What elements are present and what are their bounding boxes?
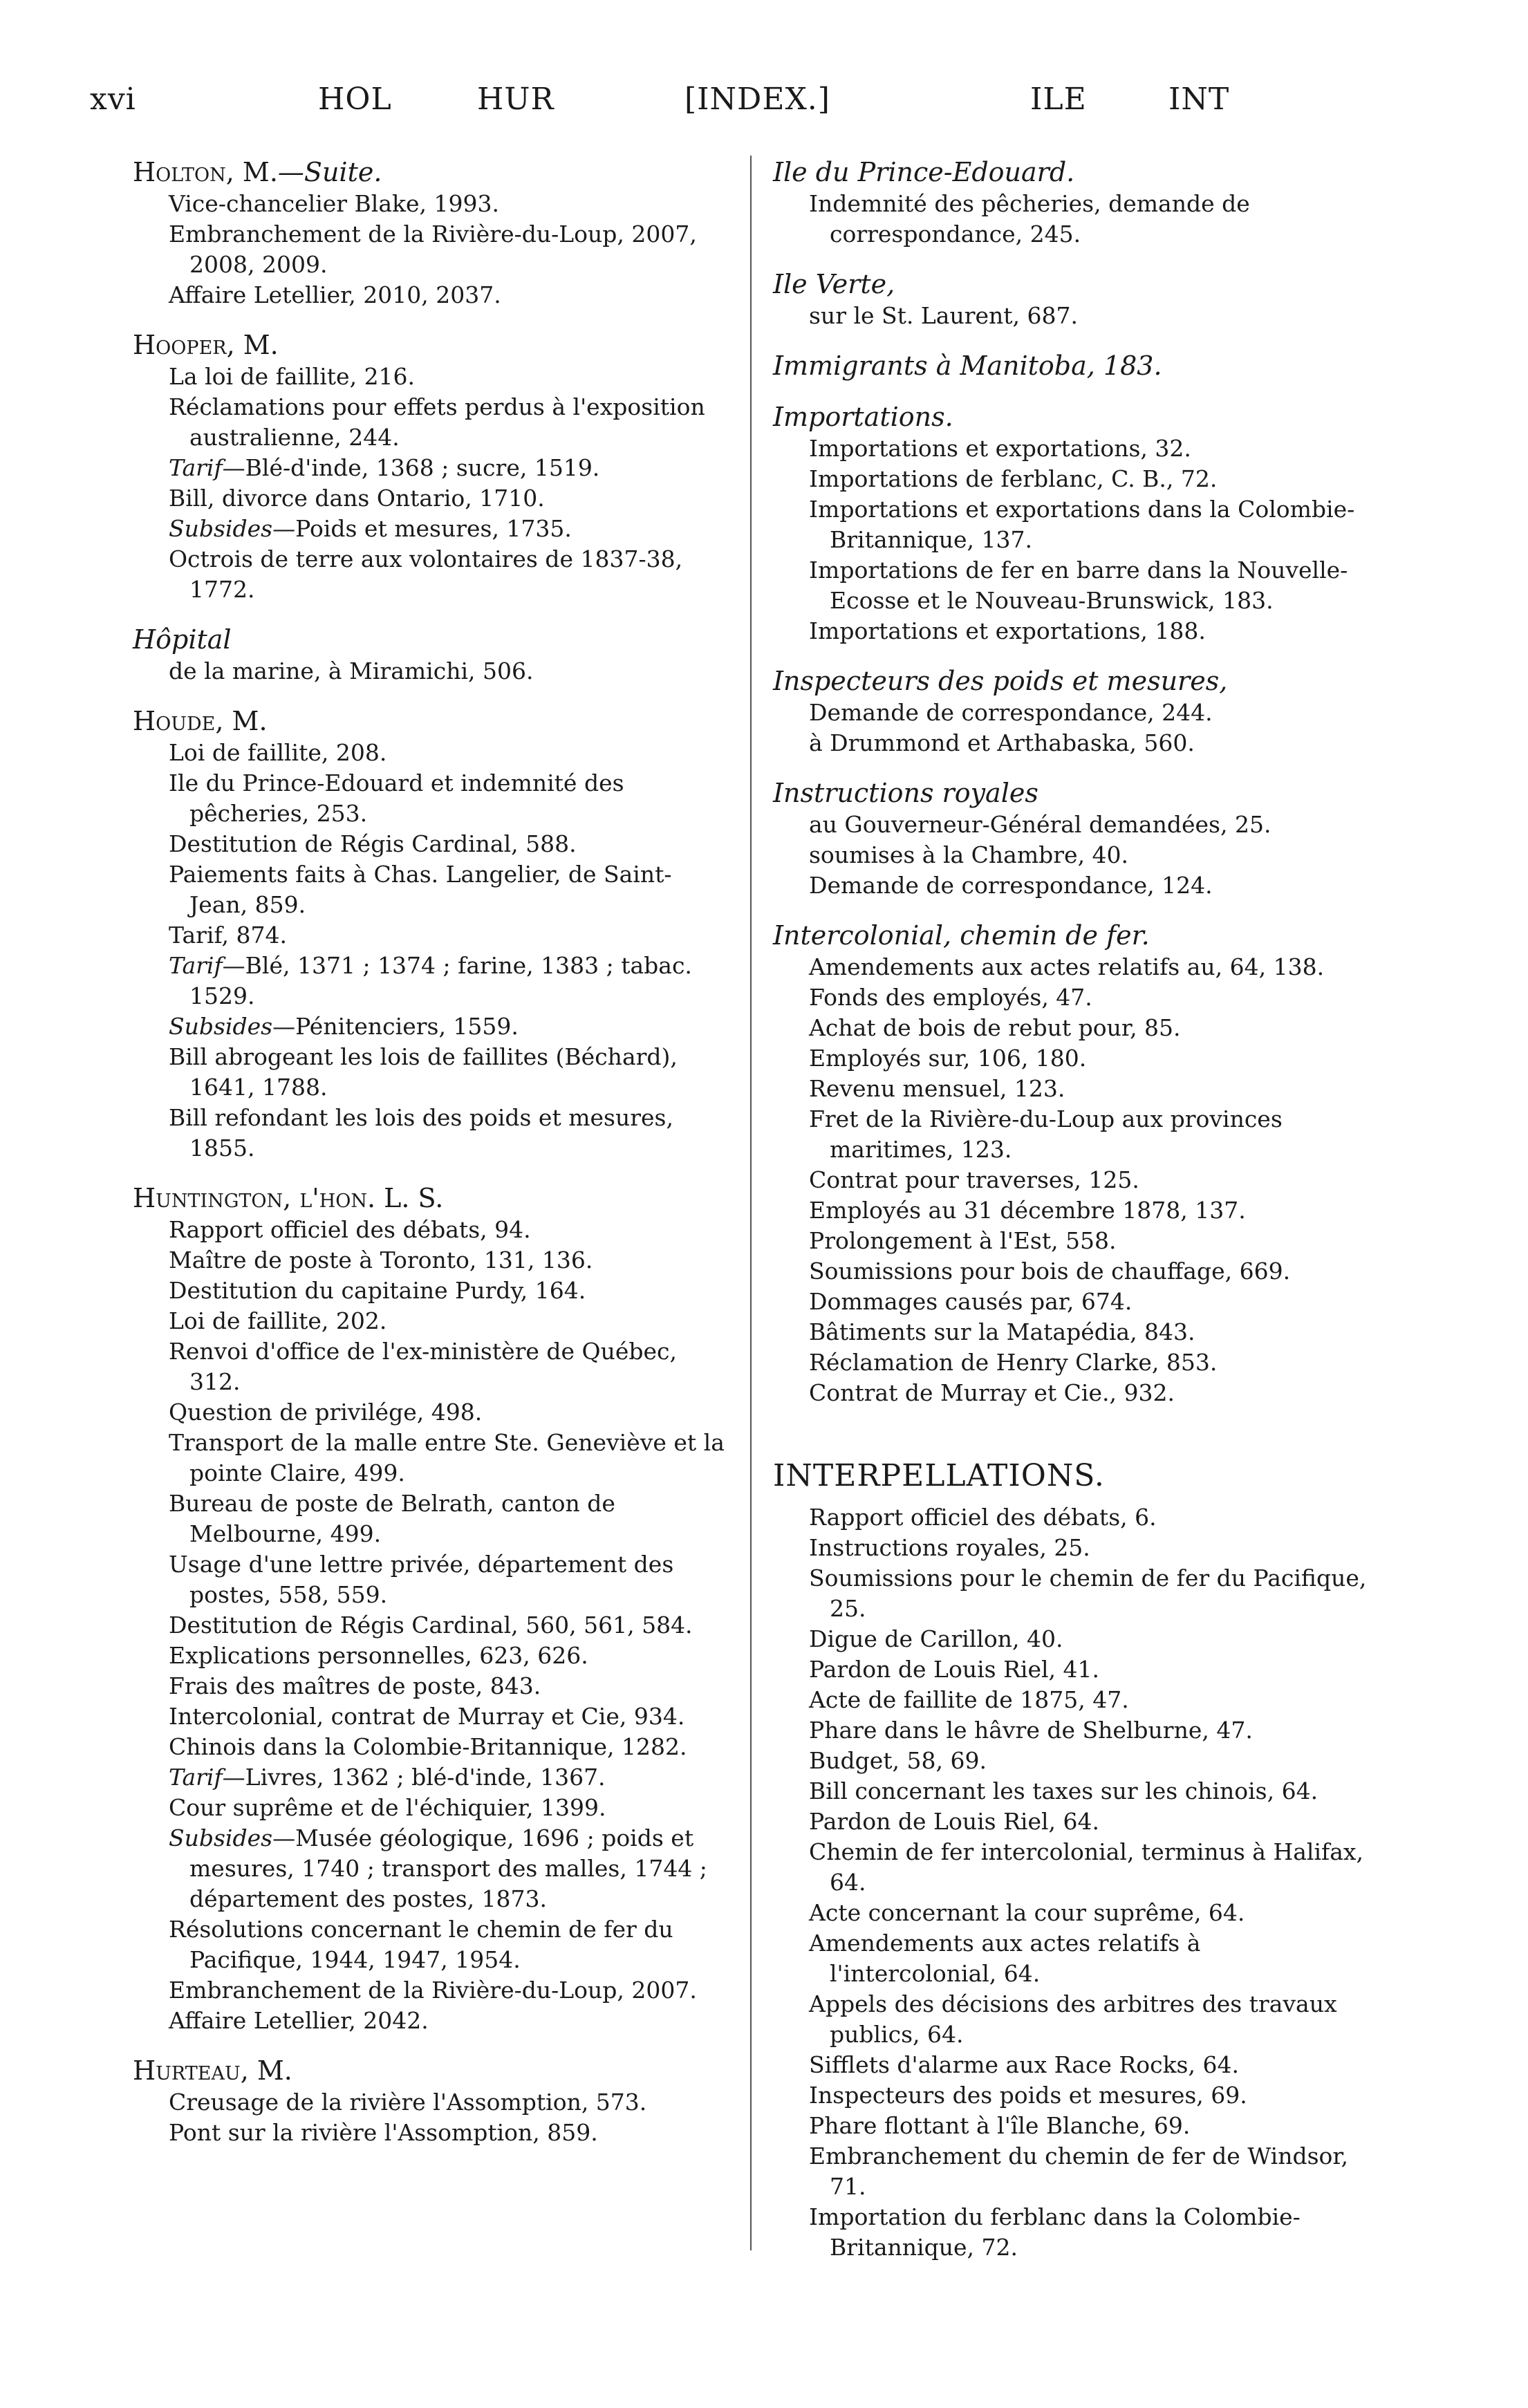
index-item: Tarif, 874.: [169, 922, 287, 949]
item-lead: Subsides: [169, 515, 273, 542]
index-item: Creusage de la rivière l'Assomption, 573.: [169, 2089, 647, 2116]
entry-heading: [773, 919, 1368, 952]
index-item: Employés au 31 décembre 1878, 137.: [809, 1197, 1246, 1224]
entry-name: Instructions royales: [773, 778, 1038, 808]
index-item: Destitution de Régis Cardinal, 588.: [169, 830, 577, 857]
index-item: Fret de la Rivière-du-Loup aux provinces maritimes, 123.: [809, 1105, 1283, 1163]
index-item: Maître de poste à Toronto, 131, 136.: [169, 1247, 593, 1273]
index-item: Employés sur, 106, 180.: [809, 1045, 1087, 1072]
index-item: Soumissions pour le chemin de fer du Pacifique, 25.: [809, 1565, 1367, 1622]
index-item: Bill concernant les taxes sur les chinois, 64.: [809, 1777, 1319, 1804]
index-item: Phare flottant à l'île Blanche, 69.: [809, 2112, 1191, 2139]
index-item: Bureau de poste de Belrath, canton de Melbourne, 499.: [169, 1490, 615, 1547]
item-text: —Musée géologique, 1696 ; poids et mesures, 1740 ; transport des malles, 1744 ; département des postes, 1873.: [189, 1824, 707, 1912]
index-item: Importation du ferblanc dans la Colombie-Britannique, 72.: [809, 2203, 1301, 2261]
index-item: Réclamation de Henry Clarke, 853.: [809, 1349, 1218, 1376]
index-item: Bill, divorce dans Ontario, 1710.: [169, 485, 545, 512]
index-entry: [773, 776, 1368, 901]
item-lead: Tarif: [169, 1764, 223, 1791]
index-item: Embranchement du chemin de fer de Windsor, 71.: [809, 2143, 1349, 2200]
index-item: Inspecteurs des poids et mesures, 69.: [809, 2082, 1247, 2109]
index-item: de la marine, à Miramichi, 506.: [169, 657, 534, 684]
index-item: Digue de Carillon, 40.: [809, 1625, 1063, 1652]
index-item: Importations de ferblanc, C. B., 72.: [809, 465, 1218, 492]
item-text: —Blé, 1371 ; 1374 ; farine, 1383 ; tabac. 1529.: [189, 952, 692, 1009]
index-item: à Drummond et Arthabaska, 560.: [809, 729, 1195, 756]
header-range-to: HUR: [477, 82, 555, 117]
index-item: Importations et exportations dans la Colombie-Britannique, 137.: [809, 496, 1355, 553]
index-item: [149, 1823, 727, 1914]
index-item: Vice-chancelier Blake, 1993.: [169, 190, 500, 217]
entry-name: Houde, M.: [133, 706, 268, 736]
index-item: Frais des maîtres de poste, 843.: [169, 1672, 541, 1699]
item-lead: Tarif: [169, 454, 223, 481]
index-item: Acte de faillite de 1875, 47.: [809, 1686, 1129, 1713]
index-item: Budget, 58, 69.: [809, 1747, 987, 1774]
index-item: Pardon de Louis Riel, 64.: [809, 1808, 1100, 1835]
header-title: [INDEX.]: [684, 82, 830, 117]
index-item: La loi de faillite, 216.: [169, 363, 416, 390]
entry-name: Importations.: [773, 402, 953, 432]
index-entry: [133, 623, 727, 687]
entry-name: Immigrants à Manitoba, 183.: [773, 351, 1162, 381]
index-item: Embranchement de la Rivière-du-Loup, 2007.: [169, 1977, 697, 2004]
index-entry: [133, 2054, 727, 2148]
index-item: [149, 1011, 727, 1042]
index-item: Affaire Letellier, 2010, 2037.: [169, 281, 501, 308]
right-column: [773, 156, 1368, 2263]
index-item: Destitution du capitaine Purdy, 164.: [169, 1277, 586, 1304]
item-text: —Pénitenciers, 1559.: [272, 1013, 519, 1040]
index-item: Loi de faillite, 208.: [169, 739, 387, 766]
entry-heading: [133, 2054, 727, 2087]
item-lead: Subsides: [169, 1013, 273, 1040]
index-item: Usage d'une lettre privée, département des postes, 558, 559.: [169, 1551, 674, 1608]
index-entry: [133, 704, 727, 1164]
index-item: Paiements faits à Chas. Langelier, de Saint-Jean, 859.: [169, 861, 672, 918]
entry-name: Hurteau, M.: [133, 2055, 292, 2086]
header-range-right-from: ILE: [1030, 82, 1087, 117]
index-entry: [773, 919, 1368, 1408]
index-item: Loi de faillite, 202.: [169, 1307, 387, 1334]
item-lead: Subsides: [169, 1824, 273, 1851]
index-item: Explications personnelles, 623, 626.: [169, 1642, 588, 1669]
entry-name: Hôpital: [133, 624, 232, 655]
entry-heading: [133, 623, 727, 656]
index-item: Ile du Prince-Edouard et indemnité des pêcheries, 253.: [169, 769, 624, 827]
entry-name: Intercolonial, chemin de fer.: [773, 920, 1150, 951]
index-item: Contrat pour traverses, 125.: [809, 1166, 1139, 1193]
entry-heading: [773, 349, 1368, 382]
index-item: Soumissions pour bois de chauffage, 669.: [809, 1258, 1291, 1285]
index-item: Affaire Letellier, 2042.: [169, 2007, 429, 2034]
index-item: soumises à la Chambre, 40.: [809, 841, 1129, 868]
index-entry: [133, 156, 727, 310]
header-range-right-to: INT: [1168, 82, 1230, 117]
item-text: —Poids et mesures, 1735.: [272, 515, 572, 542]
entry-heading: [773, 268, 1368, 301]
index-item: Destitution de Régis Cardinal, 560, 561, 584.: [169, 1612, 693, 1639]
index-item: Cour suprême et de l'échiquier, 1399.: [169, 1794, 606, 1821]
entry-heading: [773, 400, 1368, 433]
index-entry: [773, 156, 1368, 250]
index-item: Chemin de fer intercolonial, terminus à Halifax, 64.: [809, 1838, 1363, 1896]
index-item: Intercolonial, contrat de Murray et Cie, 934.: [169, 1703, 685, 1730]
index-item: Bill abrogeant les lois de faillites (Béchard), 1641, 1788.: [169, 1043, 678, 1101]
index-item: Importations et exportations, 188.: [809, 617, 1206, 644]
entry-name: Huntington, l'hon. L. S.: [133, 1183, 444, 1213]
index-item: Phare dans le hâvre de Shelburne, 47.: [809, 1717, 1253, 1744]
index-entry: [773, 400, 1368, 646]
entry-name: Ile Verte,: [773, 269, 895, 299]
index-item: Importations et exportations, 32.: [809, 435, 1191, 462]
index-item: Prolongement à l'Est, 558.: [809, 1227, 1117, 1254]
index-item: Pont sur la rivière l'Assomption, 859.: [169, 2119, 598, 2146]
index-item: Chinois dans la Colombie-Britannique, 1282.: [169, 1733, 687, 1760]
index-item: Demande de correspondance, 244.: [809, 699, 1213, 726]
entry-heading: [133, 1182, 727, 1215]
index-item: sur le St. Laurent, 687.: [809, 302, 1078, 329]
index-item: Réclamations pour effets perdus à l'exposition australienne, 244.: [169, 393, 705, 451]
entry-heading: [133, 328, 727, 362]
index-item: Amendements aux actes relatifs au, 64, 138.: [809, 953, 1325, 980]
index-item: Bill refondant les lois des poids et mesures, 1855.: [169, 1104, 673, 1161]
page-number: xvi: [90, 82, 136, 117]
index-entry: [133, 1182, 727, 2036]
entry-heading: [133, 156, 727, 189]
item-text: —Livres, 1362 ; blé-d'inde, 1367.: [222, 1764, 606, 1791]
entry-heading: [133, 704, 727, 738]
entry-continuation: —Suite.: [277, 157, 382, 187]
index-item: [149, 453, 727, 483]
header-range-from: HOL: [318, 82, 392, 117]
index-item: Contrat de Murray et Cie., 932.: [809, 1379, 1175, 1406]
index-item: Achat de bois de rebut pour, 85.: [809, 1014, 1181, 1041]
index-item: [149, 1762, 727, 1793]
index-item: Acte concernant la cour suprême, 64.: [809, 1899, 1245, 1926]
index-item: Demande de correspondance, 124.: [809, 872, 1213, 899]
index-item: Renvoi d'office de l'ex-ministère de Québec, 312.: [169, 1338, 678, 1395]
item-text: —Blé-d'inde, 1368 ; sucre, 1519.: [222, 454, 600, 481]
index-item: au Gouverneur-Général demandées, 25.: [809, 811, 1271, 838]
index-entry: [773, 349, 1368, 382]
left-column: [133, 156, 727, 2148]
entry-heading: [773, 156, 1368, 189]
index-item: Fonds des employés, 47.: [809, 984, 1092, 1011]
entry-name: INTERPELLATIONS.: [773, 1458, 1105, 1493]
index-item: Importations de fer en barre dans la Nouvelle-Ecosse et le Nouveau-Brunswick, 183.: [809, 557, 1348, 614]
index-item: [149, 951, 727, 1011]
section-heading: [773, 1457, 1368, 1495]
index-entry: [773, 1457, 1368, 2263]
running-header: [90, 82, 1265, 123]
entry-heading: [773, 664, 1368, 698]
index-item: Rapport officiel des débats, 6.: [809, 1504, 1157, 1531]
index-item: Instructions royales, 25.: [809, 1534, 1090, 1561]
index-item: Rapport officiel des débats, 94.: [169, 1216, 531, 1243]
index-entry: [773, 664, 1368, 758]
index-item: Question de privilége, 498.: [169, 1399, 483, 1426]
index-item: Embranchement de la Rivière-du-Loup, 2007, 2008, 2009.: [169, 221, 697, 278]
index-item: Appels des décisions des arbitres des travaux publics, 64.: [809, 1990, 1337, 2048]
index-item: Dommages causés par, 674.: [809, 1288, 1133, 1315]
index-item: Pardon de Louis Riel, 41.: [809, 1656, 1100, 1683]
item-lead: Tarif: [169, 952, 223, 979]
index-item: Revenu mensuel, 123.: [809, 1075, 1065, 1102]
index-item: Sifflets d'alarme aux Race Rocks, 64.: [809, 2051, 1239, 2078]
entry-heading: [773, 776, 1368, 810]
entry-name: Inspecteurs des poids et mesures,: [773, 666, 1228, 696]
entry-name: Hooper, M.: [133, 330, 279, 360]
index-item: Indemnité des pêcheries, demande de correspondance, 245.: [809, 190, 1250, 248]
index-item: Résolutions concernant le chemin de fer du Pacifique, 1944, 1947, 1954.: [169, 1916, 673, 1973]
index-item: Bâtiments sur la Matapédia, 843.: [809, 1318, 1195, 1345]
entry-name: Holton, M.: [133, 157, 278, 187]
entry-name: Ile du Prince-Edouard.: [773, 157, 1075, 187]
index-item: Transport de la malle entre Ste. Geneviève et la pointe Claire, 499.: [169, 1429, 725, 1486]
index-entry: [133, 328, 727, 605]
index-item: Octrois de terre aux volontaires de 1837-38, 1772.: [169, 545, 683, 603]
index-item: [149, 514, 727, 544]
index-item: Amendements aux actes relatifs à l'intercolonial, 64.: [809, 1930, 1201, 1987]
column-divider: [750, 156, 752, 2250]
index-entry: [773, 268, 1368, 331]
